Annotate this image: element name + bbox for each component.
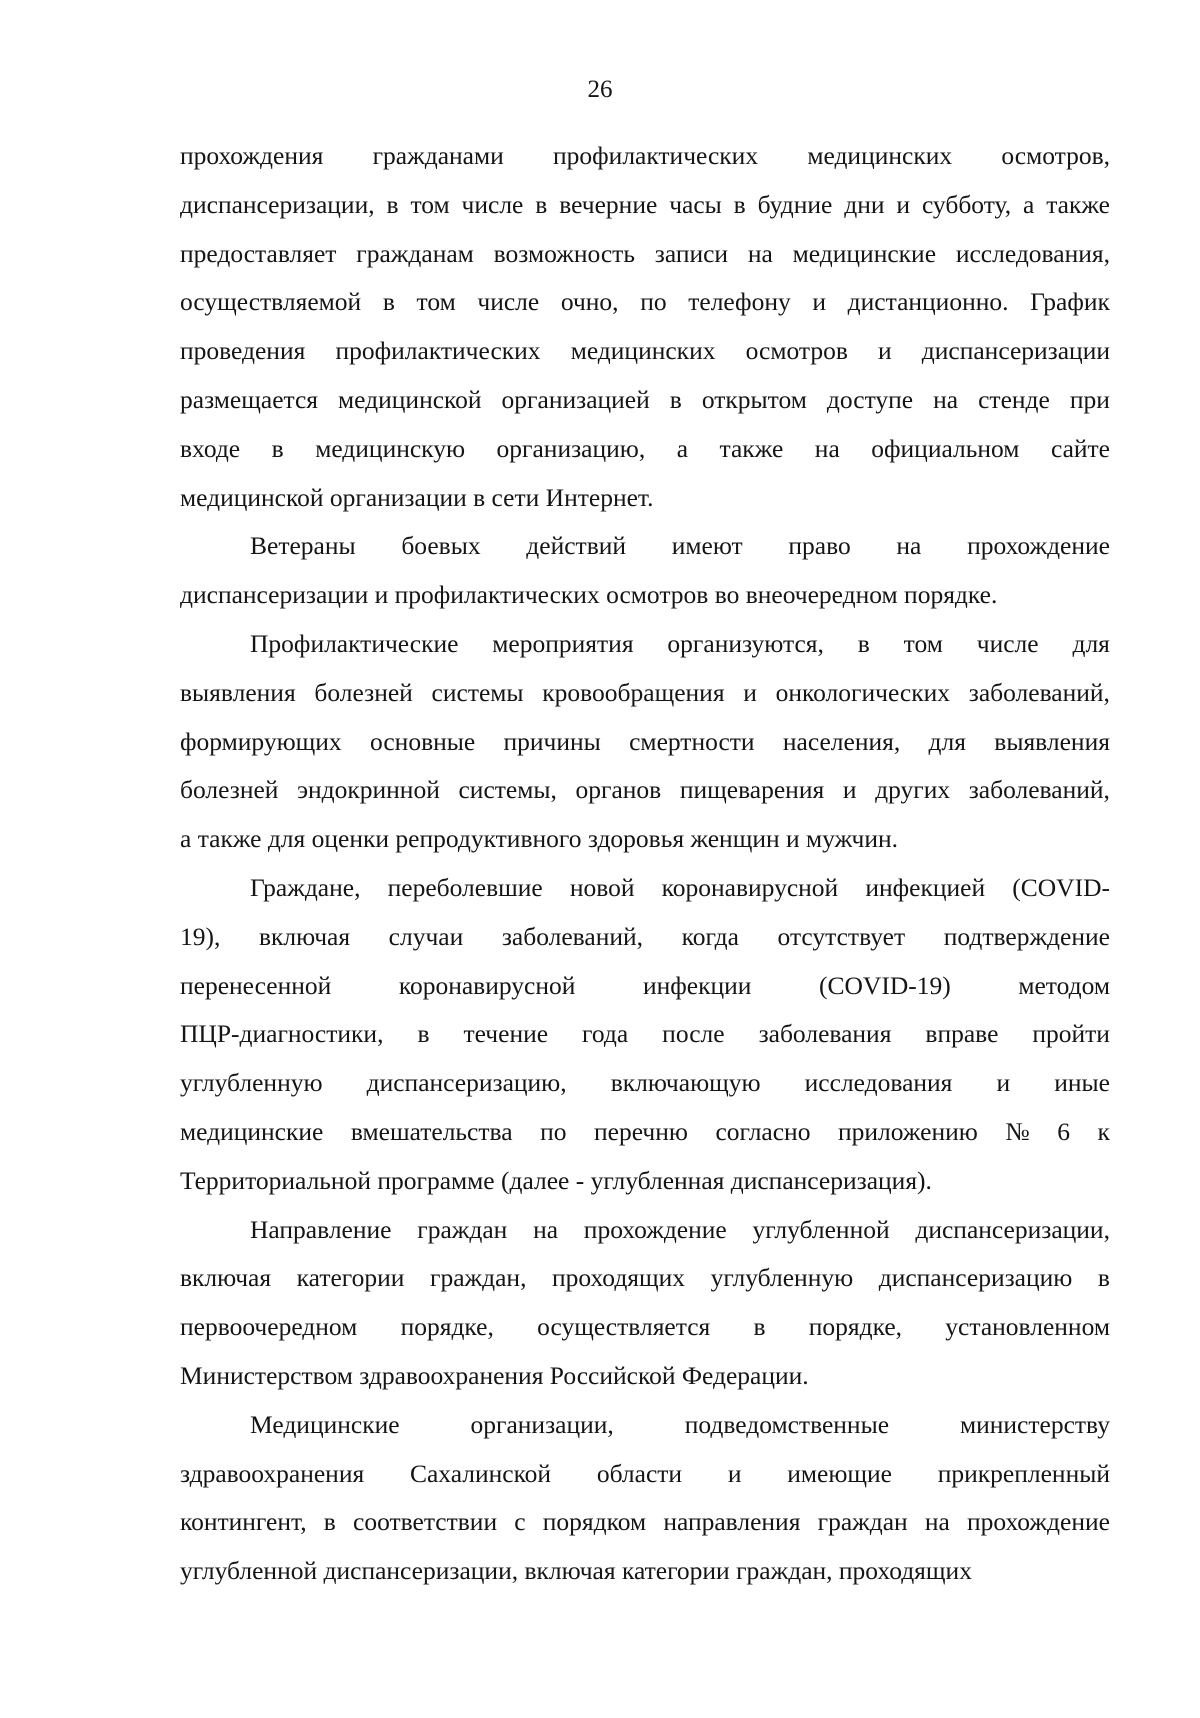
text-line: проведения профилактических медицинских осмотров и диспансеризации (180, 336, 1110, 366)
text-line: осуществляемой в том числе очно, по телефону и дистанционно. График (180, 287, 1110, 317)
text-line: первоочередном порядке, осуществляется в порядке, установленном (180, 1312, 1110, 1342)
paragraph-p4 (180, 864, 1110, 1206)
text-line: Территориальной программе (далее - углубленная диспансеризация). (180, 1165, 932, 1195)
text-line: медицинские вмешательства по перечню согласно приложению № 6 к (180, 1116, 1110, 1146)
text-line: углубленной диспансеризации, включая категории граждан, проходящих (180, 1556, 972, 1586)
text-line: медицинской организации в сети Интернет. (180, 482, 654, 512)
text-line: Граждане, переболевшие новой коронавирусной инфекцией (COVID- (250, 872, 1110, 902)
document-body (180, 132, 1110, 1596)
text-line: Профилактические мероприятия организуются, в том числе для (250, 628, 1110, 658)
paragraph-p5 (180, 1206, 1110, 1401)
text-line: размещается медицинской организацией в открытом доступе на стенде при (180, 384, 1110, 414)
text-line: здравоохранения Сахалинской области и имеющие прикрепленный (180, 1458, 1110, 1488)
text-line: болезней эндокринной системы, органов пищеварения и других заболеваний, (180, 775, 1110, 805)
text-line: прохождения гражданами профилактических медицинских осмотров, (180, 141, 1110, 170)
text-line: Медицинские организации, подведомственные министерству (250, 1409, 1110, 1439)
text-line: формирующих основные причины смертности населения, для выявления (180, 726, 1110, 756)
text-line: Направление граждан на прохождение углубленной диспансеризации, (250, 1214, 1110, 1244)
paragraph-p2 (180, 522, 1110, 620)
paragraph-p3 (180, 620, 1110, 864)
page-number: 26 (587, 76, 613, 103)
text-line: Министерством здравоохранения Российской Федерации. (180, 1360, 809, 1390)
text-line: включая категории граждан, проходящих углубленную диспансеризацию в (180, 1263, 1110, 1293)
text-line: а также для оценки репродуктивного здоровья женщин и мужчин. (180, 824, 899, 854)
text-line: Ветераны боевых действий имеют право на прохождение (250, 531, 1110, 561)
text-line: выявления болезней системы кровообращения и онкологических заболеваний, (180, 677, 1110, 707)
text-line: углубленную диспансеризацию, включающую исследования и иные (180, 1068, 1110, 1098)
paragraph-p1 (180, 132, 1110, 522)
text-line: ПЦР-диагностики, в течение года после заболевания вправе пройти (180, 1019, 1110, 1049)
paragraph-p6 (180, 1401, 1110, 1596)
text-line: 19), включая случаи заболеваний, когда отсутствует подтверждение (180, 921, 1110, 951)
text-line: входе в медицинскую организацию, а также на официальном сайте (180, 433, 1110, 463)
text-line: перенесенной коронавирусной инфекции (COVID-19) методом (180, 970, 1110, 1000)
text-line: диспансеризации и профилактических осмотров во внеочередном порядке. (180, 580, 998, 610)
text-line: предоставляет гражданам возможность записи на медицинские исследования, (180, 238, 1110, 268)
text-line: диспансеризации, в том числе в вечерние часы в будние дни и субботу, а также (180, 189, 1110, 219)
text-line: контингент, в соответствии с порядком направления граждан на прохождение (180, 1507, 1110, 1537)
